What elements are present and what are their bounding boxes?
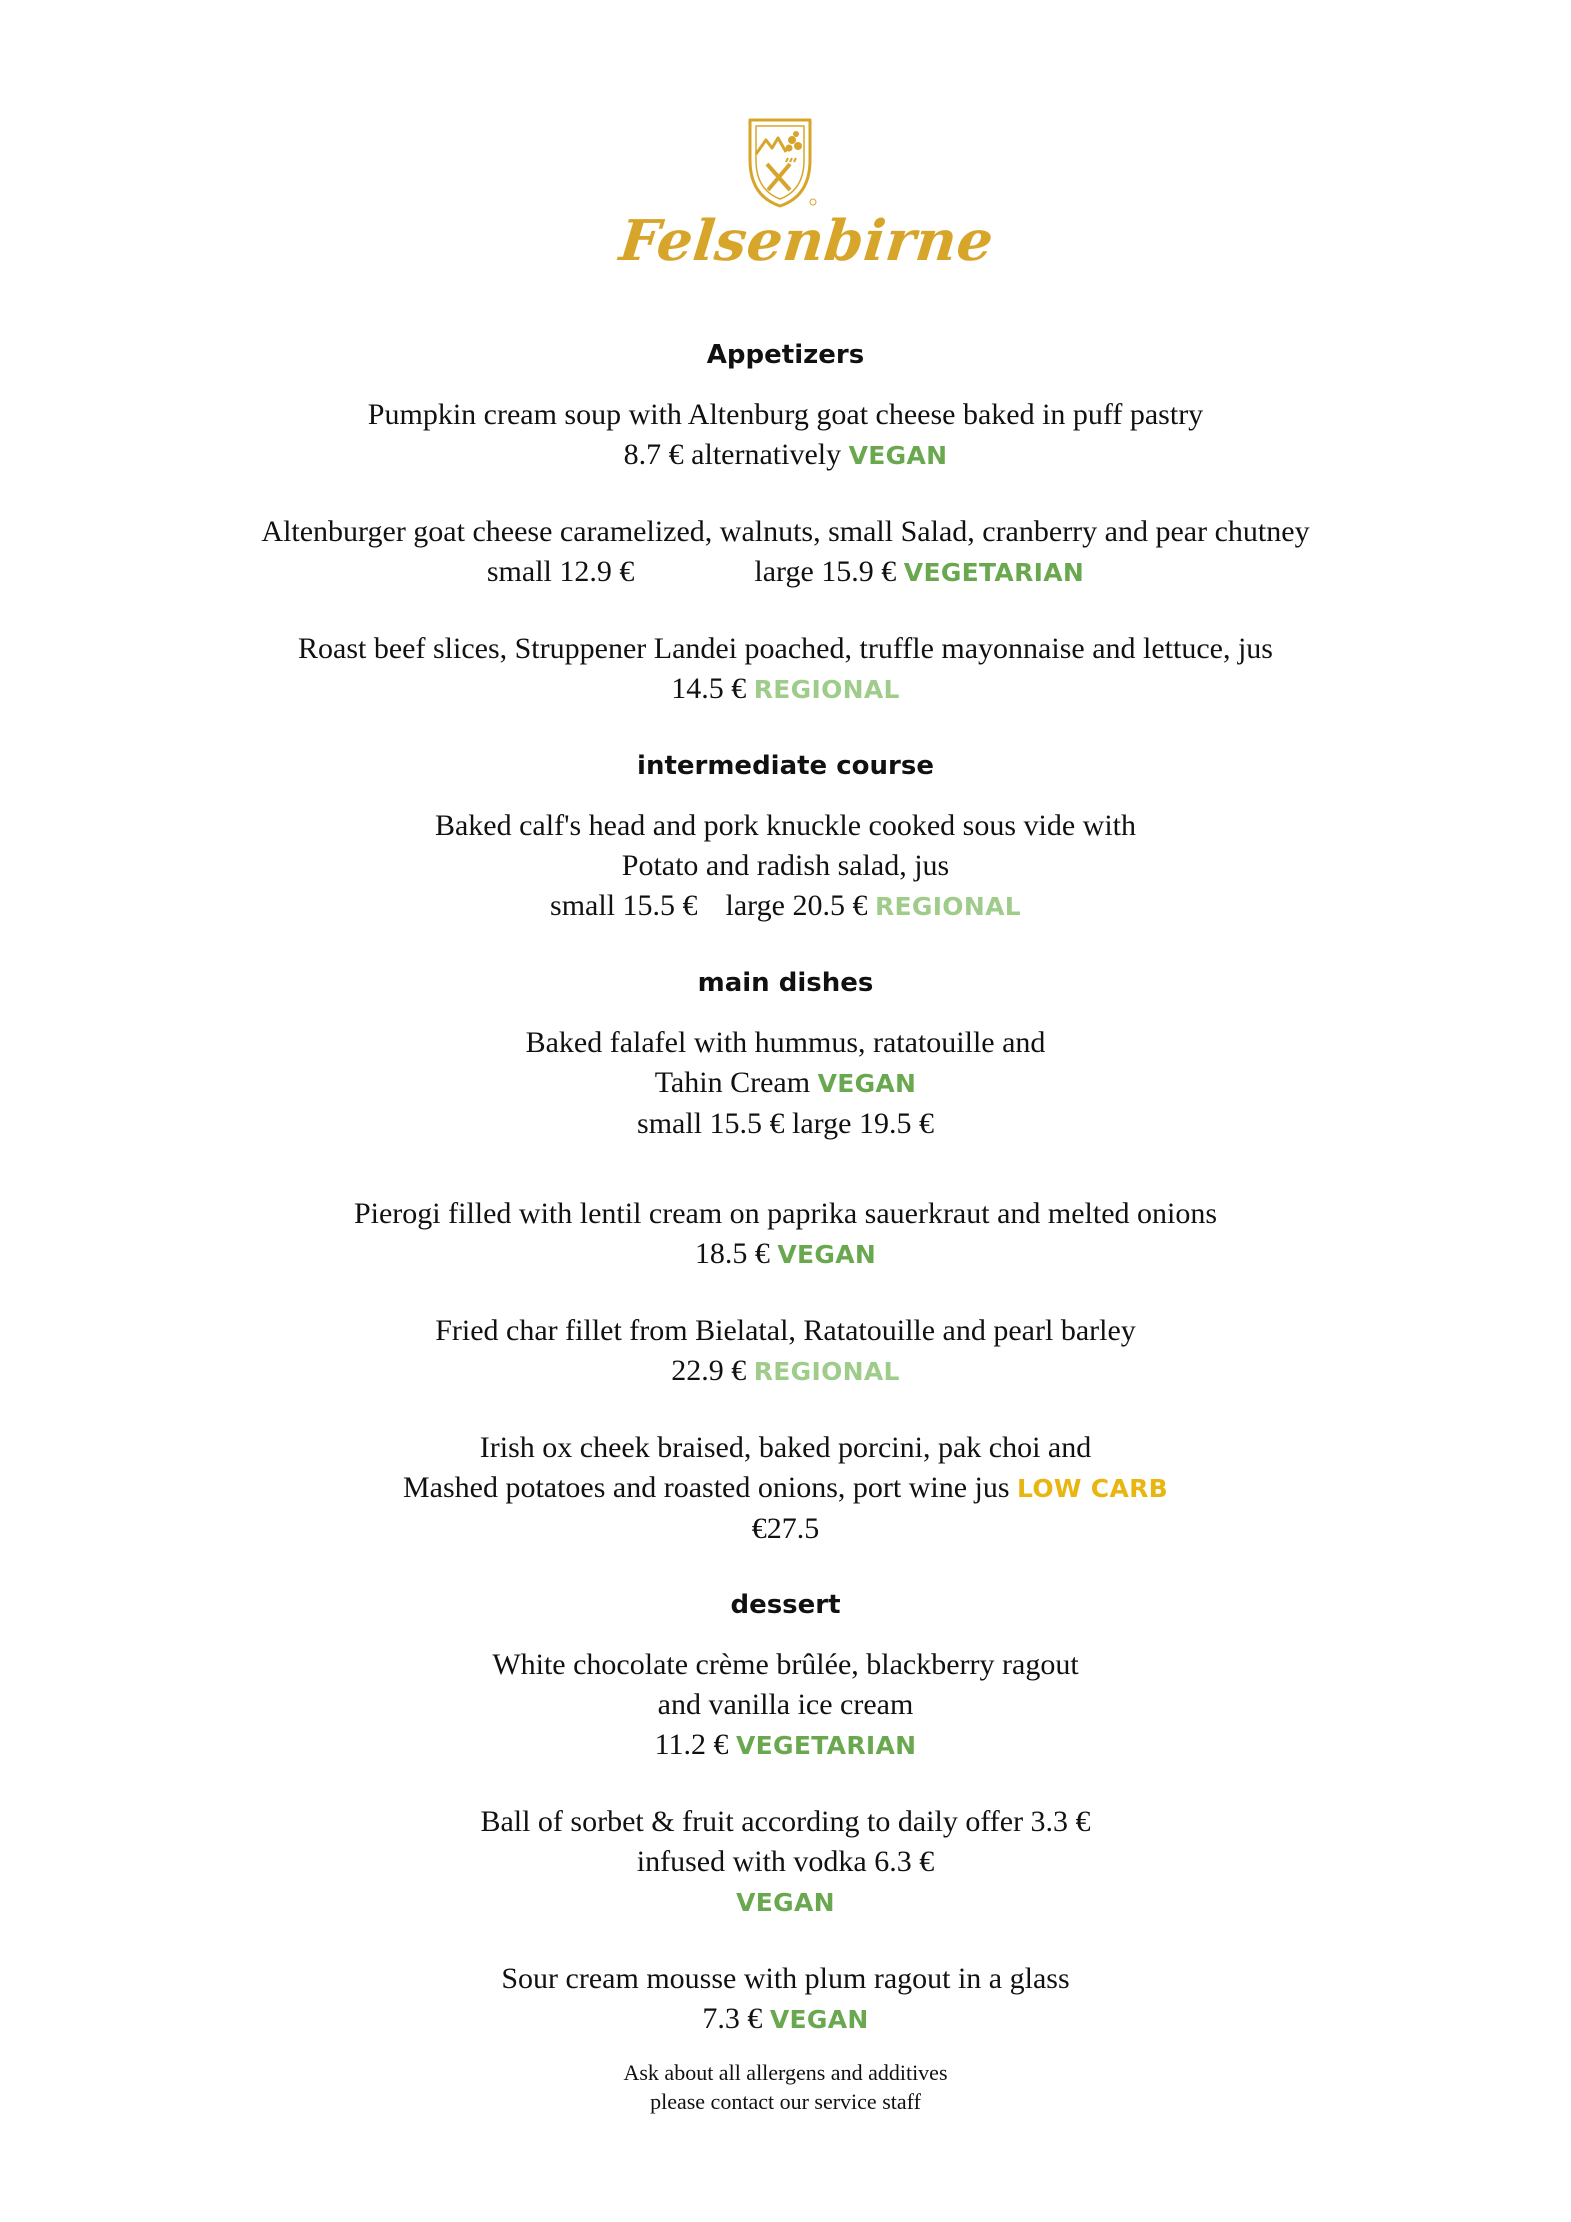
tag-vegan: VEGAN bbox=[817, 1069, 917, 1098]
tag-low-carb: LOW CARB bbox=[1017, 1474, 1169, 1503]
item-description-line2: and vanilla ice cream bbox=[657, 1688, 914, 1721]
item-description: Pierogi filled with lentil cream on paprika sauerkraut and melted onions bbox=[353, 1197, 1218, 1230]
item-description: Altenburger goat cheese caramelized, walnuts, small Salad, cranberry and pear chutney bbox=[261, 515, 1310, 548]
item-description-line1: Baked calf's head and pork knuckle cooked sous vide with bbox=[434, 809, 1137, 842]
item-tag-line bbox=[0, 1882, 1571, 1923]
item-description-line1: Irish ox cheek braised, baked porcini, pak choi and bbox=[479, 1431, 1092, 1464]
item-price-line bbox=[0, 435, 1571, 476]
item-price-line bbox=[0, 552, 1571, 593]
item-description-line1: Ball of sorbet & fruit according to daily offer 3.3 € bbox=[480, 1805, 1091, 1838]
section-title-appetizers: Appetizers bbox=[706, 340, 865, 370]
item-description-line2: Potato and radish salad, jus bbox=[621, 849, 950, 882]
item-description-line2 bbox=[0, 1063, 1571, 1104]
item-price: 8.7 € alternatively bbox=[623, 438, 842, 471]
item-description: Pumpkin cream soup with Altenburg goat cheese baked in puff pastry bbox=[367, 398, 1204, 431]
tag-vegan: VEGAN bbox=[736, 1888, 835, 1917]
item-description-line1: Baked falafel with hummus, ratatouille and bbox=[525, 1026, 1046, 1059]
brand-wordmark: Felsenbirne bbox=[616, 208, 997, 274]
tag-vegetarian: VEGETARIAN bbox=[903, 558, 1085, 587]
menu bbox=[0, 335, 1571, 2116]
item-price-line bbox=[0, 1999, 1571, 2040]
item-price-large: large 20.5 € bbox=[725, 889, 868, 922]
item-description: Sour cream mousse with plum ragout in a glass bbox=[501, 1962, 1070, 1995]
item-price: small 15.5 € large 19.5 € bbox=[637, 1107, 934, 1140]
item-price-line bbox=[0, 1725, 1571, 1766]
item-description-text: Tahin Cream bbox=[654, 1066, 811, 1099]
tag-vegan: VEGAN bbox=[769, 2005, 869, 2034]
menu-item bbox=[0, 1959, 1571, 2040]
item-price-line bbox=[0, 886, 1571, 927]
item-price-line bbox=[0, 669, 1571, 710]
restaurant-logo bbox=[616, 112, 997, 302]
section-title-intermediate: intermediate course bbox=[637, 751, 934, 781]
item-description: Roast beef slices, Struppener Landei poached, truffle mayonnaise and lettuce, jus bbox=[298, 632, 1273, 665]
tag-vegetarian: VEGETARIAN bbox=[736, 1731, 917, 1760]
item-price-line bbox=[0, 1351, 1571, 1392]
allergen-note-line2: please contact our service staff bbox=[650, 2089, 921, 2114]
menu-item bbox=[0, 1428, 1571, 1549]
menu-item bbox=[0, 1802, 1571, 1923]
menu-item bbox=[0, 1645, 1571, 1766]
tag-regional: REGIONAL bbox=[753, 1357, 900, 1386]
tag-vegan: VEGAN bbox=[777, 1240, 877, 1269]
allergen-note-line1: Ask about all allergens and additives bbox=[623, 2060, 948, 2085]
tag-regional: REGIONAL bbox=[874, 892, 1021, 921]
menu-item bbox=[0, 629, 1571, 710]
tag-vegan: VEGAN bbox=[848, 441, 948, 470]
item-price: 22.9 € bbox=[671, 1354, 747, 1387]
menu-item bbox=[0, 1194, 1571, 1275]
menu-item bbox=[0, 1311, 1571, 1392]
allergen-note bbox=[0, 2058, 1571, 2116]
item-price: 11.2 € bbox=[654, 1728, 729, 1761]
item-description-line1: White chocolate crème brûlée, blackberry ragout bbox=[492, 1648, 1079, 1681]
tag-regional: REGIONAL bbox=[753, 675, 900, 704]
section-title-dessert: dessert bbox=[730, 1590, 841, 1620]
item-price-line bbox=[0, 1234, 1571, 1275]
menu-item bbox=[0, 1023, 1571, 1144]
item-description-line2 bbox=[0, 1468, 1571, 1509]
item-description: Fried char fillet from Bielatal, Ratatouille and pearl barley bbox=[435, 1314, 1136, 1347]
item-description-text: Mashed potatoes and roasted onions, port wine jus bbox=[402, 1471, 1010, 1504]
item-price: 7.3 € bbox=[702, 2002, 763, 2035]
item-price: 14.5 € bbox=[671, 672, 747, 705]
menu-item bbox=[0, 395, 1571, 476]
item-price-large: large 15.9 € bbox=[754, 555, 897, 588]
item-price: 18.5 € bbox=[694, 1237, 770, 1270]
menu-item bbox=[0, 512, 1571, 593]
item-description-line2: infused with vodka 6.3 € bbox=[636, 1845, 935, 1878]
item-price-small: small 15.5 € bbox=[550, 889, 698, 922]
section-title-main: main dishes bbox=[697, 968, 874, 998]
item-price: €27.5 bbox=[751, 1512, 820, 1545]
item-price-small: small 12.9 € bbox=[486, 555, 635, 588]
menu-item bbox=[0, 806, 1571, 927]
